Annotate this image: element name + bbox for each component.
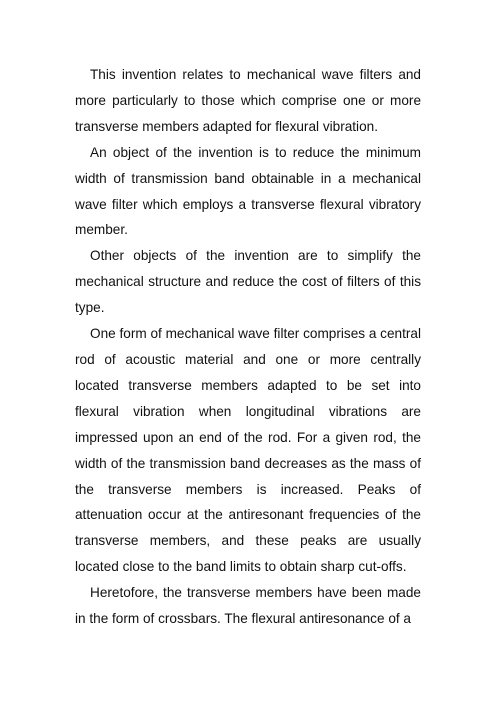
document-body [75, 62, 421, 632]
paragraph-5: Heretofore, the transverse members have been made in the form of crossbars. The flexural antiresonance of a [75, 585, 421, 627]
paragraph-2: An object of the invention is to reduce the minimum width of transmission band obtainable in a mechanical wave filter which employs a transverse flexural vibratory member. [75, 144, 421, 238]
paragraph-3: Other objects of the invention are to simplify the mechanical structure and reduce the cost of filters of this type. [75, 248, 421, 316]
paragraph-1: This invention relates to mechanical wave filters and more particularly to those which comprise one or more transverse members adapted for flexural vibration. [75, 67, 421, 134]
paragraph-4: One form of mechanical wave filter comprises a central rod of acoustic material and one or more centrally located transverse members adapted to be set into flexural vibration when longitudinal vibrations are impressed upon an end of the rod. For a given rod, the width of the transmission band decreases as the mass of the transverse members is increased. Peaks of attenuation occur at the antiresonant frequencies of the transverse members, and these peaks are usually located close to the band limits to obtain sharp cut-offs. [75, 326, 421, 575]
